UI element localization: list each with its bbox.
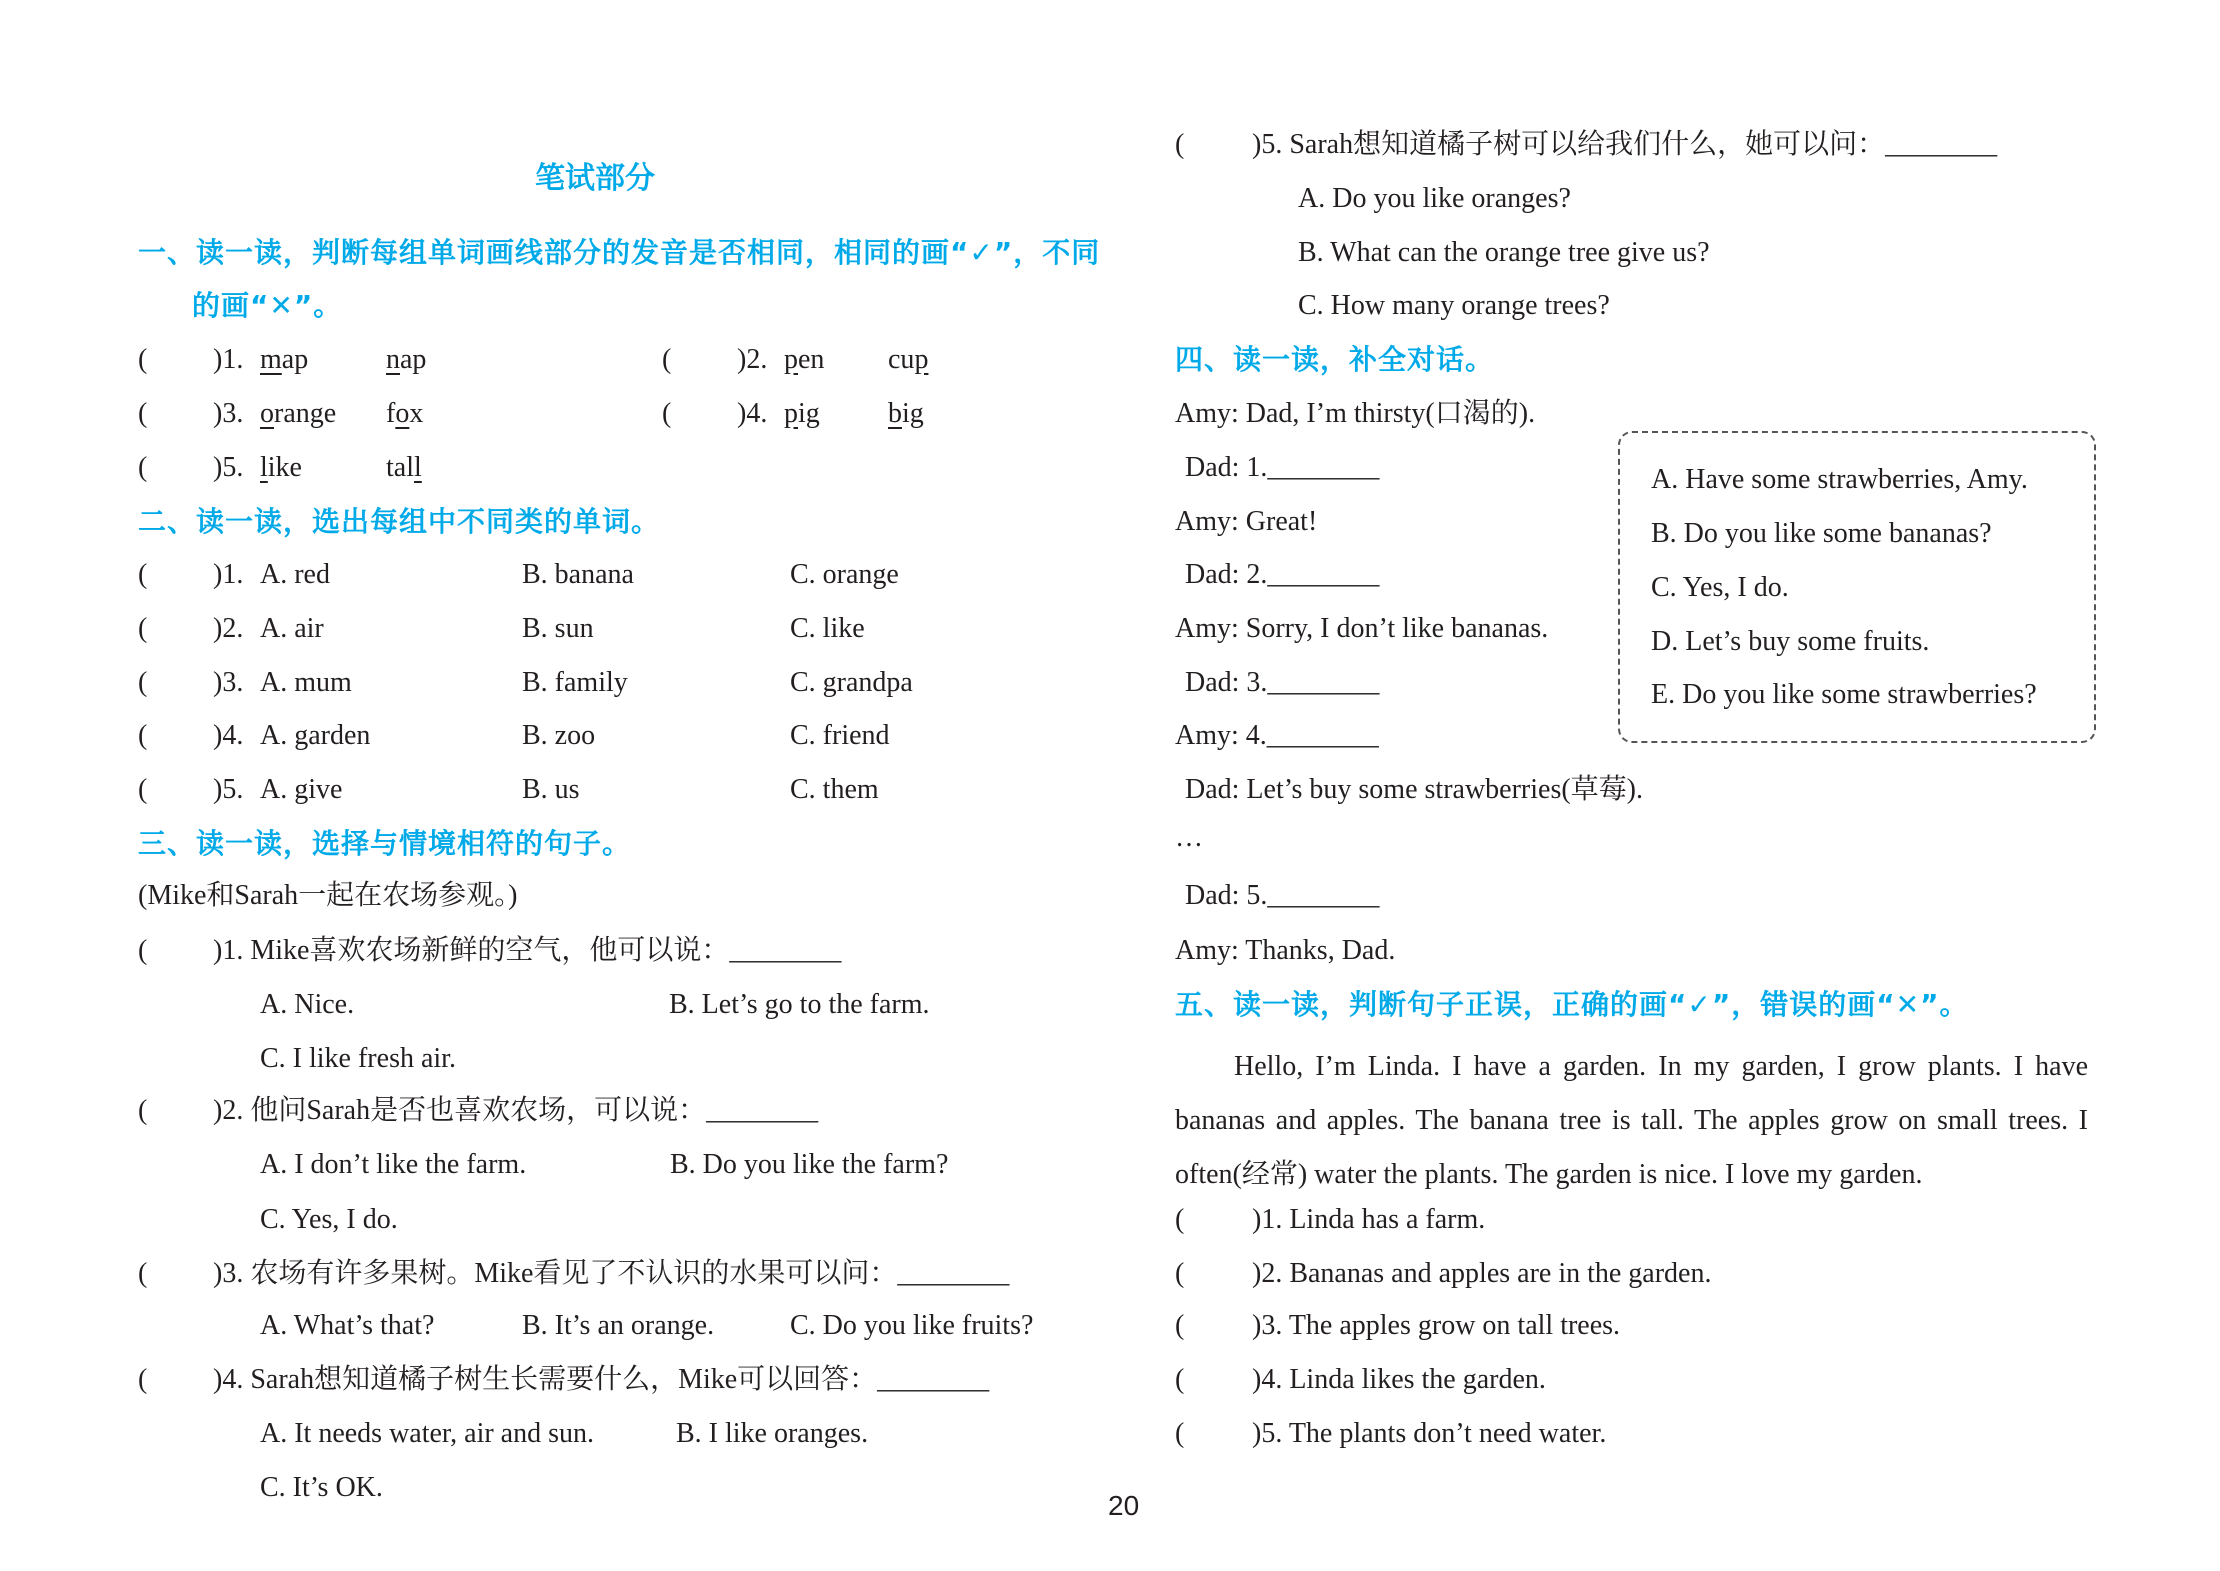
passage: Hello, I’m Linda. I have a garden. In my garden, I grow plants. I have bananas and apples. The banana tree is tall. The apples grow on small trees. I often(经常) water the plants. The garden is nice. I love my garden. [1175, 1051, 2088, 1190]
word: nap [386, 344, 427, 375]
word: big [888, 398, 924, 429]
s5-heading: 五、读一读，判断句子正误，正确的画“✓”，错误的画“✕”。 [1175, 988, 1969, 1021]
dialogue-line: Dad: 3.________ [1185, 667, 1380, 698]
dialogue-line: Amy: 4.________ [1175, 720, 1379, 751]
statement: )3. The apples grow on tall trees. [1252, 1310, 1621, 1341]
option: B. Do you like some bananas? [1651, 518, 1992, 549]
dialogue-line: Amy: Great! [1175, 506, 1318, 537]
dialogue-line: Dad: Let’s buy some strawberries(草莓). [1185, 774, 1643, 805]
s2-heading: 二、读一读，选出每组中不同类的单词。 [138, 505, 661, 538]
dialogue-line: Amy: Dad, I’m thirsty(口渴的). [1175, 398, 1536, 429]
s1-heading-cont: 的画“✕”。 [192, 289, 343, 322]
option: D. Let’s buy some fruits. [1651, 626, 1930, 657]
word: map [260, 344, 309, 375]
word: cup [888, 344, 929, 375]
option: E. Do you like some strawberries? [1651, 679, 2037, 710]
word: orange [260, 398, 337, 429]
option: A. Have some strawberries, Amy. [1651, 464, 2028, 495]
statement: )5. The plants don’t need water. [1252, 1418, 1607, 1449]
dialogue-line: Amy: Thanks, Dad. [1175, 935, 1396, 966]
statement: )2. Bananas and apples are in the garden. [1252, 1258, 1712, 1289]
statement: )4. Linda likes the garden. [1252, 1364, 1546, 1395]
word: pig [784, 398, 820, 429]
word: like [260, 452, 302, 483]
statement: )1. Linda has a farm. [1252, 1204, 1486, 1235]
dialogue-line: Dad: 2.________ [1185, 559, 1380, 590]
s3-context: (Mike和Sarah一起在农场参观。) [138, 880, 518, 911]
page-number: 20 [1108, 1490, 1140, 1521]
word: pen [784, 344, 825, 375]
word: tall [386, 452, 422, 483]
dialogue-line: Dad: 1.________ [1185, 452, 1380, 483]
word: fox [386, 398, 424, 429]
s1-heading: 一、读一读，判断每组单词画线部分的发音是否相同，相同的画“✓”，不同 [138, 236, 1101, 269]
s4-heading: 四、读一读，补全对话。 [1175, 343, 1495, 376]
dialogue-line: Dad: 5.________ [1185, 880, 1380, 911]
section-title: 笔试部分 [535, 161, 655, 196]
s3-heading: 三、读一读，选择与情境相符的句子。 [138, 827, 632, 860]
dialogue-line: … [1175, 822, 1203, 853]
dialogue-line: Amy: Sorry, I don’t like bananas. [1175, 613, 1549, 644]
option: C. Yes, I do. [1651, 572, 1789, 603]
